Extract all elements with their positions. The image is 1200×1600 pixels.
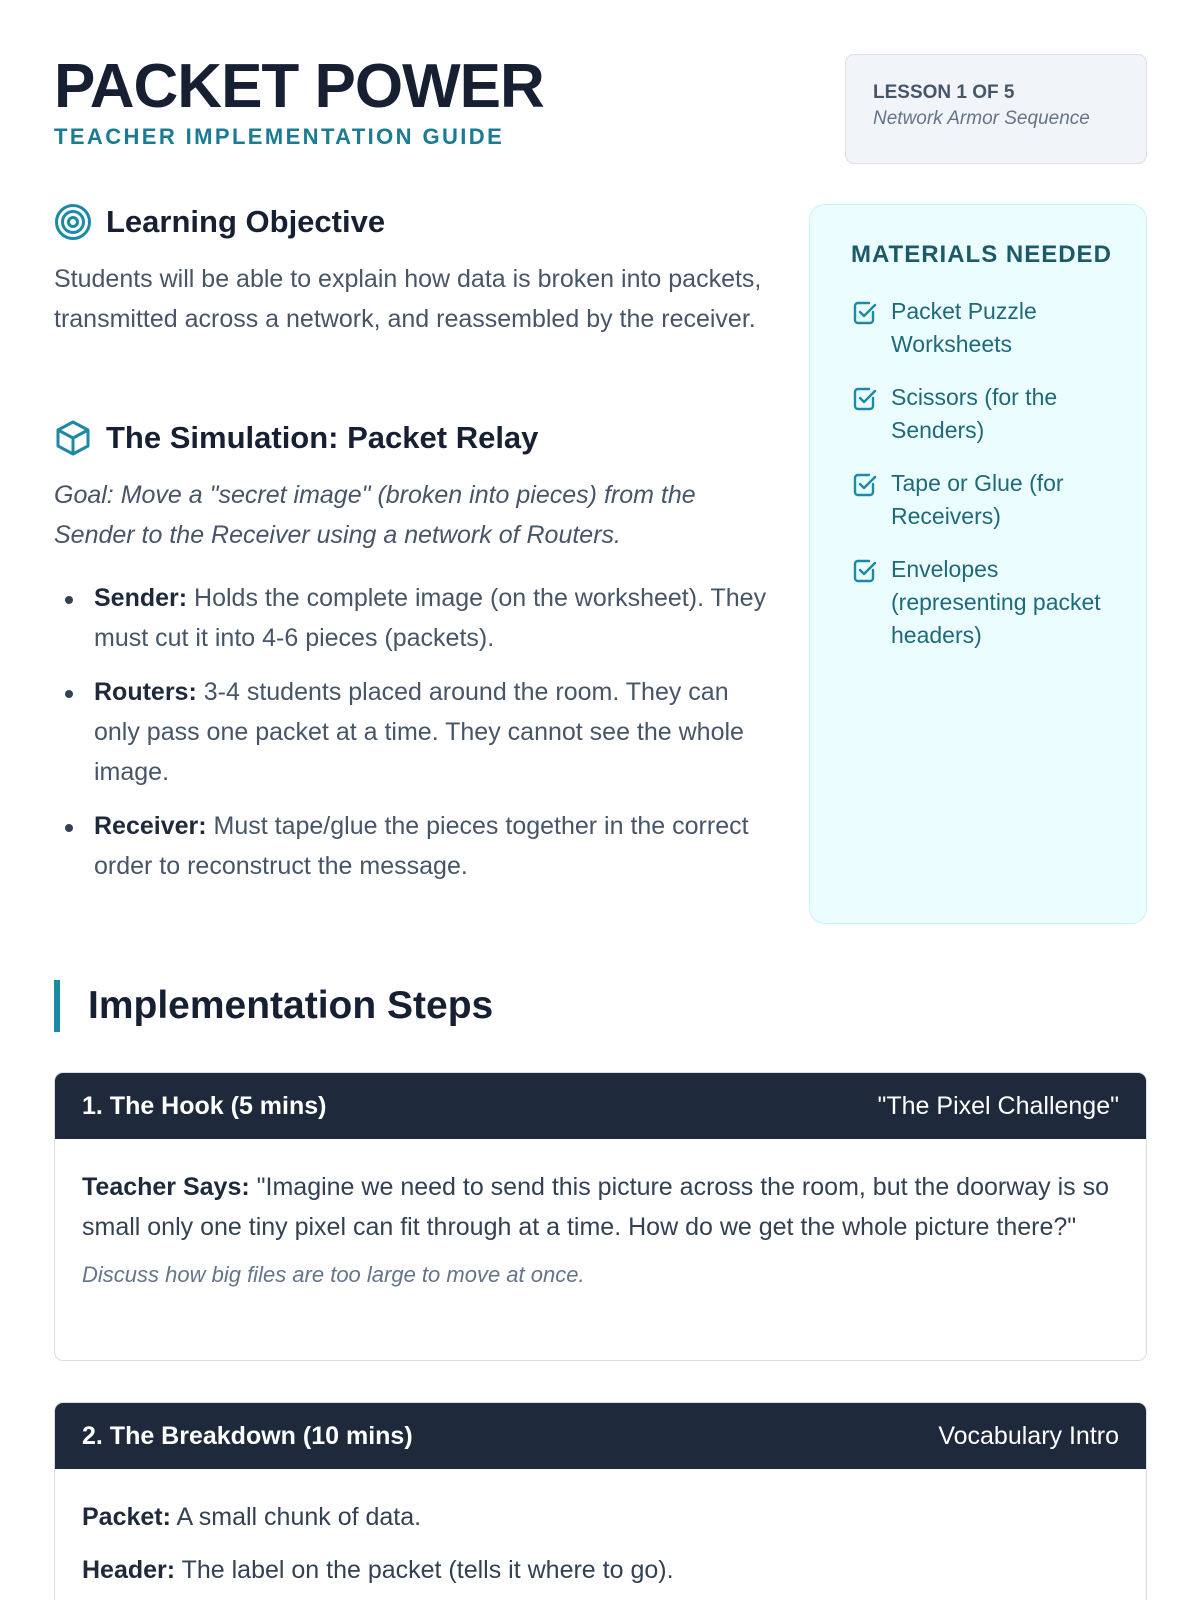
- material-item: [851, 553, 1146, 652]
- step-card-header: [55, 1073, 1146, 1139]
- cube-icon: [54, 419, 92, 457]
- vocab-item: [82, 1497, 1119, 1537]
- step-card: [54, 1402, 1147, 1600]
- checkbox-icon: [851, 299, 879, 327]
- material-label: Packet Puzzle Worksheets: [891, 298, 1037, 357]
- page-title: PACKET POWER: [54, 52, 544, 121]
- step-card-header: [55, 1403, 1146, 1469]
- page-subtitle: TEACHER IMPLEMENTATION GUIDE: [54, 124, 505, 149]
- list-item: [54, 672, 774, 792]
- material-label: Envelopes (representing packet headers): [891, 556, 1101, 648]
- simulation-goal: Goal: Move a "secret image" (broken into pieces) from the Sender to the Receiver using a network of Routers.: [54, 481, 696, 549]
- checkbox-icon: [851, 471, 879, 499]
- teacher-says-label: Teacher Says:: [82, 1173, 250, 1201]
- material-item: [851, 381, 1146, 447]
- materials-heading: MATERIALS NEEDED: [851, 241, 1112, 268]
- vocab-term: Header:: [82, 1556, 176, 1584]
- steps-heading: Implementation Steps: [54, 980, 493, 1032]
- step-card-body: [55, 1139, 1146, 1291]
- material-item: [851, 467, 1146, 533]
- vocab-definition: The label on the packet (tells it where to go).: [175, 1556, 674, 1584]
- role-term: Receiver:: [94, 812, 207, 840]
- vocab-definition: A small chunk of data.: [170, 1503, 422, 1531]
- list-item: [54, 578, 774, 658]
- vocab-term: Packet:: [82, 1503, 171, 1531]
- step-tag: Vocabulary Intro: [938, 1421, 1119, 1450]
- lesson-number: LESSON 1 OF 5: [873, 82, 1015, 103]
- step-card: [54, 1072, 1147, 1361]
- material-item: [851, 295, 1146, 361]
- objective-heading-text: Learning Objective: [106, 204, 386, 239]
- lesson-badge: [845, 54, 1147, 164]
- lesson-sequence: Network Armor Sequence: [873, 107, 1090, 129]
- guide-page: [54, 0, 1147, 1600]
- material-label: Tape or Glue (for Receivers): [891, 470, 1064, 529]
- checkbox-icon: [851, 385, 879, 413]
- role-term: Sender:: [94, 584, 188, 612]
- step-note: Discuss how big files are too large to move at once.: [82, 1262, 585, 1287]
- simulation-heading-text: The Simulation: Packet Relay: [106, 420, 539, 455]
- vocab-item: [82, 1550, 1119, 1590]
- step-title: 2. The Breakdown (10 mins): [82, 1421, 413, 1450]
- role-list: [54, 578, 774, 900]
- teacher-says: [82, 1167, 1119, 1247]
- role-text: Must tape/glue the pieces together in the correct order to reconstruct the message.: [94, 812, 749, 880]
- role-text: 3-4 students placed around the room. They can only pass one packet at a time. They cannot see the whole image.: [94, 678, 744, 786]
- objective-heading: [54, 203, 385, 241]
- list-item: [54, 806, 774, 886]
- checkbox-icon: [851, 557, 879, 585]
- objective-text: Students will be able to explain how data is broken into packets, transmitted across a network, and reassembled by the receiver.: [54, 265, 762, 333]
- material-label: Scissors (for the Senders): [891, 384, 1058, 443]
- step-tag: "The Pixel Challenge": [877, 1091, 1119, 1120]
- step-title: 1. The Hook (5 mins): [82, 1091, 327, 1120]
- simulation-heading: [54, 419, 538, 457]
- step-card-body: [55, 1469, 1146, 1590]
- materials-panel: [809, 204, 1147, 924]
- role-text: Holds the complete image (on the worksheet). They must cut it into 4-6 pieces (packets).: [94, 584, 767, 652]
- target-icon: [54, 203, 92, 241]
- role-term: Routers:: [94, 678, 197, 706]
- teacher-says-text: "Imagine we need to send this picture across the room, but the doorway is so small only one tiny pixel can fit through at a time. How do we get the whole picture there?": [82, 1173, 1110, 1241]
